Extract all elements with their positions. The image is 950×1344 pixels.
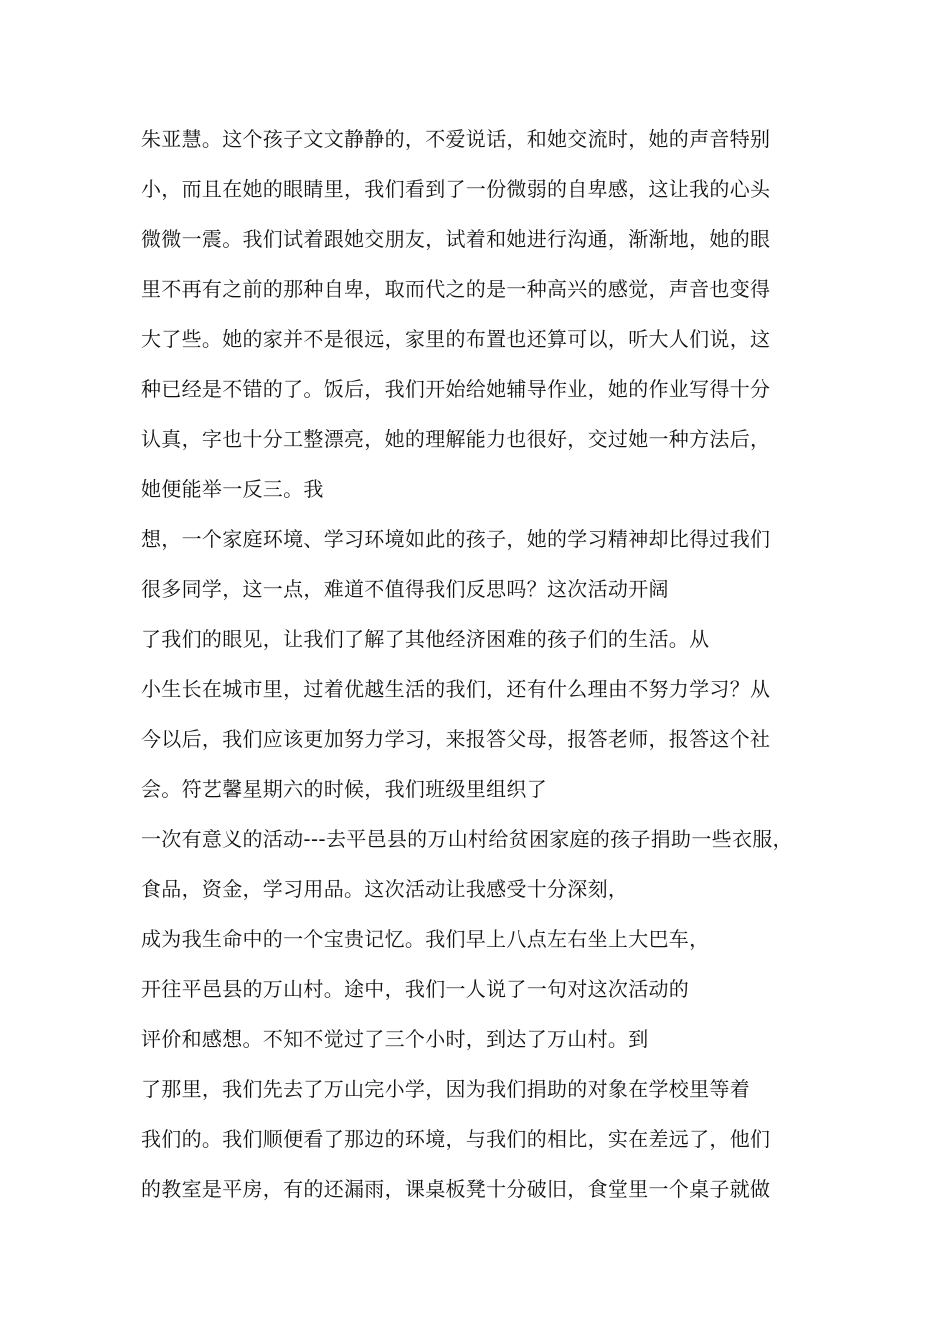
text-line: 一次有意义的活动---去平邑县的万山村给贫困家庭的孩子捐助一些衣服， [141, 827, 793, 851]
text-line: 我们的。我们顺便看了那边的环境，与我们的相比，实在差远了，他们 [141, 1127, 771, 1151]
text-line: 朱亚慧。这个孩子文文静静的，不爱说话，和她交流时，她的声音特别 [141, 127, 771, 151]
text-line: 她便能举一反三。我 [141, 477, 324, 501]
text-line: 食品，资金，学习用品。这次活动让我感受十分深刻， [141, 877, 629, 901]
text-line: 了那里，我们先去了万山完小学，因为我们捐助的对象在学校里等着 [141, 1077, 750, 1101]
body-text [141, 120, 831, 1220]
text-line: 种已经是不错的了。饭后，我们开始给她辅导作业，她的作业写得十分 [141, 377, 771, 401]
text-line: 认真，字也十分工整漂亮，她的理解能力也很好，交过她一种方法后， [141, 427, 771, 451]
text-line: 微微一震。我们试着跟她交朋友，试着和她进行沟通，渐渐地，她的眼 [141, 227, 771, 251]
text-line: 很多同学，这一点，难道不值得我们反思吗？这次活动开阔 [141, 577, 669, 601]
text-line: 里不再有之前的那种自卑，取而代之的是一种高兴的感觉，声音也变得 [141, 277, 771, 301]
text-line: 大了些。她的家并不是很远，家里的布置也还算可以，听大人们说，这 [141, 327, 771, 351]
text-line: 开往平邑县的万山村。途中，我们一人说了一句对这次活动的 [141, 977, 690, 1001]
text-line: 评价和感想。不知不觉过了三个小时，到达了万山村。到 [141, 1027, 649, 1051]
text-line: 了我们的眼见，让我们了解了其他经济困难的孩子们的生活。从 [141, 627, 710, 651]
text-line: 想，一个家庭环境、学习环境如此的孩子，她的学习精神却比得过我们 [141, 527, 771, 551]
text-line: 的教室是平房，有的还漏雨，课桌板凳十分破旧，食堂里一个桌子就做 [141, 1177, 771, 1201]
text-line: 小，而且在她的眼睛里，我们看到了一份微弱的自卑感，这让我的心头 [141, 177, 771, 201]
text-line: 小生长在城市里，过着优越生活的我们，还有什么理由不努力学习？从 [141, 677, 771, 701]
text-line: 会。符艺馨星期六的时候，我们班级里组织了 [141, 777, 547, 801]
text-line: 今以后，我们应该更加努力学习，来报答父母，报答老师，报答这个社 [141, 727, 771, 751]
text-line: 成为我生命中的一个宝贵记忆。我们早上八点左右坐上大巴车， [141, 927, 710, 951]
